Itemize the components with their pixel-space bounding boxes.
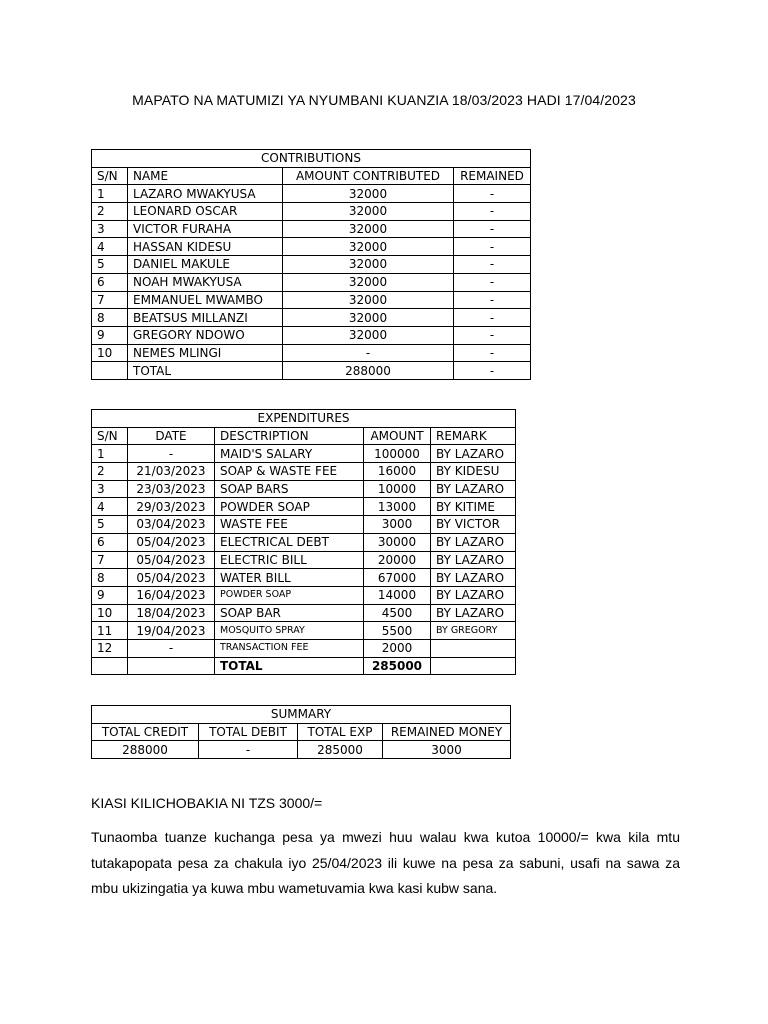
date-cell: 03/04/2023 [128,516,215,534]
table-row [92,516,516,534]
amount-cell: 32000 [283,326,454,344]
total-credit-value: 288000 [92,741,199,759]
table-row [92,344,531,362]
table-row [92,203,531,221]
request-paragraph: Tunaomba tuanze kuchanga pesa ya mwezi huu walau kwa kutoa 10000/= kwa kila mtu tutakapopata pesa za chakula iyo 25/04/2023 ili kuwe na pesa za sabuni, usafi na sawa za mbu ukizingatia ya kuwa mbu wametuvamia kwa kasi kubw sana. [91,829,680,896]
amount-cell: 32000 [283,273,454,291]
remark-cell: BY LAZARO [431,551,516,569]
table-row [92,326,531,344]
sn-cell: 2 [92,203,128,221]
sn-cell: 5 [92,516,128,534]
sn-cell: 7 [92,291,128,309]
description-cell: ELECTRICAL DEBT [215,533,364,551]
sn-cell: 11 [92,622,128,640]
date-cell: 21/03/2023 [128,463,215,481]
sn-cell: 10 [92,604,128,622]
sn-cell: 12 [92,639,128,657]
table-header-row [92,723,511,741]
sn-cell: 9 [92,326,128,344]
table-row [92,256,531,274]
amount-cell: 14000 [364,586,431,604]
name-cell: NOAH MWAKYUSA [128,273,283,291]
remaining-balance-note: KIASI KILICHOBAKIA NI TZS 3000/= [91,795,323,811]
remark-cell: BY KITIME [431,498,516,516]
summary-table [91,705,511,759]
total-amount: 285000 [364,657,431,675]
table-row [92,657,516,675]
table-row [92,309,531,327]
description-cell: TRANSACTION FEE [215,639,364,657]
remained-cell: - [454,238,531,256]
table-row [92,273,531,291]
table-row [92,551,516,569]
date-cell: 29/03/2023 [128,498,215,516]
total-amount: 288000 [283,362,454,380]
description-cell: MAID'S SALARY [215,445,364,463]
column-header: S/N [92,427,128,445]
date-cell: - [128,639,215,657]
name-cell: NEMES MLINGI [128,344,283,362]
sn-cell: 6 [92,533,128,551]
table-row [92,741,511,759]
description-cell: WATER BILL [215,569,364,587]
sn-cell: 8 [92,309,128,327]
remark-cell: BY KIDESU [431,463,516,481]
remark-cell [431,639,516,657]
column-header: REMARK [431,427,516,445]
description-cell: SOAP & WASTE FEE [215,463,364,481]
name-cell: VICTOR FURAHA [128,220,283,238]
table-row [92,291,531,309]
date-cell: 05/04/2023 [128,551,215,569]
remained-cell: - [454,185,531,203]
expenditures-heading: EXPENDITURES [92,410,516,428]
sn-cell: 4 [92,238,128,256]
total-label: TOTAL [128,362,283,380]
table-row [92,445,516,463]
remained-cell: - [454,326,531,344]
date-cell: - [128,445,215,463]
table-row [92,604,516,622]
name-cell: LAZARO MWAKYUSA [128,185,283,203]
column-header: REMAINED MONEY [383,723,511,741]
remained-cell: - [454,220,531,238]
table-row [92,463,516,481]
amount-cell: - [283,344,454,362]
amount-cell: 32000 [283,185,454,203]
remark-cell: BY LAZARO [431,445,516,463]
total-label: TOTAL [215,657,364,675]
amount-cell: 13000 [364,498,431,516]
remained-cell: - [454,273,531,291]
amount-cell: 5500 [364,622,431,640]
remark-cell [431,657,516,675]
description-cell: POWDER SOAP [215,586,364,604]
amount-cell: 2000 [364,639,431,657]
total-debit-value: - [199,741,298,759]
sn-cell [92,362,128,380]
sn-cell: 3 [92,220,128,238]
name-cell: DANIEL MAKULE [128,256,283,274]
remained-cell: - [454,309,531,327]
remark-cell: BY GREGORY [431,622,516,640]
amount-cell: 100000 [364,445,431,463]
table-heading-row [92,150,531,168]
amount-cell: 16000 [364,463,431,481]
table-row [92,220,531,238]
column-header: DATE [128,427,215,445]
amount-cell: 3000 [364,516,431,534]
amount-cell: 4500 [364,604,431,622]
table-row [92,480,516,498]
remark-cell: BY LAZARO [431,604,516,622]
sn-cell: 6 [92,273,128,291]
description-cell: POWDER SOAP [215,498,364,516]
amount-cell: 10000 [364,480,431,498]
sn-cell: 2 [92,463,128,481]
contributions-heading: CONTRIBUTIONS [92,150,531,168]
amount-cell: 67000 [364,569,431,587]
table-header-row [92,427,516,445]
sn-cell [92,657,128,675]
description-cell: SOAP BAR [215,604,364,622]
sn-cell: 7 [92,551,128,569]
sn-cell: 9 [92,586,128,604]
column-header: AMOUNT CONTRIBUTED [283,167,454,185]
sn-cell: 1 [92,185,128,203]
name-cell: GREGORY NDOWO [128,326,283,344]
table-row [92,185,531,203]
table-row [92,622,516,640]
column-header: TOTAL CREDIT [92,723,199,741]
description-cell: MOSQUITO SPRAY [215,622,364,640]
remained-cell: - [454,203,531,221]
date-cell: 16/04/2023 [128,586,215,604]
table-row [92,639,516,657]
column-header: TOTAL DEBIT [199,723,298,741]
description-cell: ELECTRIC BILL [215,551,364,569]
total-remained: - [454,362,531,380]
description-cell: WASTE FEE [215,516,364,534]
table-row [92,238,531,256]
expenditures-table [91,409,516,675]
amount-cell: 32000 [283,238,454,256]
table-row [92,533,516,551]
sn-cell: 1 [92,445,128,463]
amount-cell: 32000 [283,309,454,327]
name-cell: BEATSUS MILLANZI [128,309,283,327]
name-cell: HASSAN KIDESU [128,238,283,256]
column-header: NAME [128,167,283,185]
sn-cell: 3 [92,480,128,498]
name-cell: EMMANUEL MWAMBO [128,291,283,309]
date-cell [128,657,215,675]
remark-cell: BY VICTOR [431,516,516,534]
sn-cell: 5 [92,256,128,274]
table-row [92,569,516,587]
date-cell: 18/04/2023 [128,604,215,622]
summary-heading: SUMMARY [92,706,511,724]
column-header: DESCTRIPTION [215,427,364,445]
table-heading-row [92,410,516,428]
amount-cell: 20000 [364,551,431,569]
amount-cell: 32000 [283,256,454,274]
table-row [92,362,531,380]
page-title: MAPATO NA MATUMIZI YA NYUMBANI KUANZIA 18/03/2023 HADI 17/04/2023 [132,92,636,108]
contributions-table [91,149,531,380]
remained-money-value: 3000 [383,741,511,759]
total-exp-value: 285000 [298,741,383,759]
remark-cell: BY LAZARO [431,533,516,551]
remained-cell: - [454,344,531,362]
date-cell: 23/03/2023 [128,480,215,498]
column-header: S/N [92,167,128,185]
remark-cell: BY LAZARO [431,586,516,604]
amount-cell: 32000 [283,220,454,238]
sn-cell: 4 [92,498,128,516]
name-cell: LEONARD OSCAR [128,203,283,221]
table-row [92,586,516,604]
sn-cell: 8 [92,569,128,587]
remained-cell: - [454,256,531,274]
date-cell: 05/04/2023 [128,569,215,587]
table-row [92,498,516,516]
table-heading-row [92,706,511,724]
sn-cell: 10 [92,344,128,362]
remained-cell: - [454,291,531,309]
date-cell: 19/04/2023 [128,622,215,640]
amount-cell: 32000 [283,291,454,309]
column-header: TOTAL EXP [298,723,383,741]
remark-cell: BY LAZARO [431,569,516,587]
date-cell: 05/04/2023 [128,533,215,551]
column-header: REMAINED [454,167,531,185]
column-header: AMOUNT [364,427,431,445]
description-cell: SOAP BARS [215,480,364,498]
table-header-row [92,167,531,185]
amount-cell: 30000 [364,533,431,551]
remark-cell: BY LAZARO [431,480,516,498]
amount-cell: 32000 [283,203,454,221]
